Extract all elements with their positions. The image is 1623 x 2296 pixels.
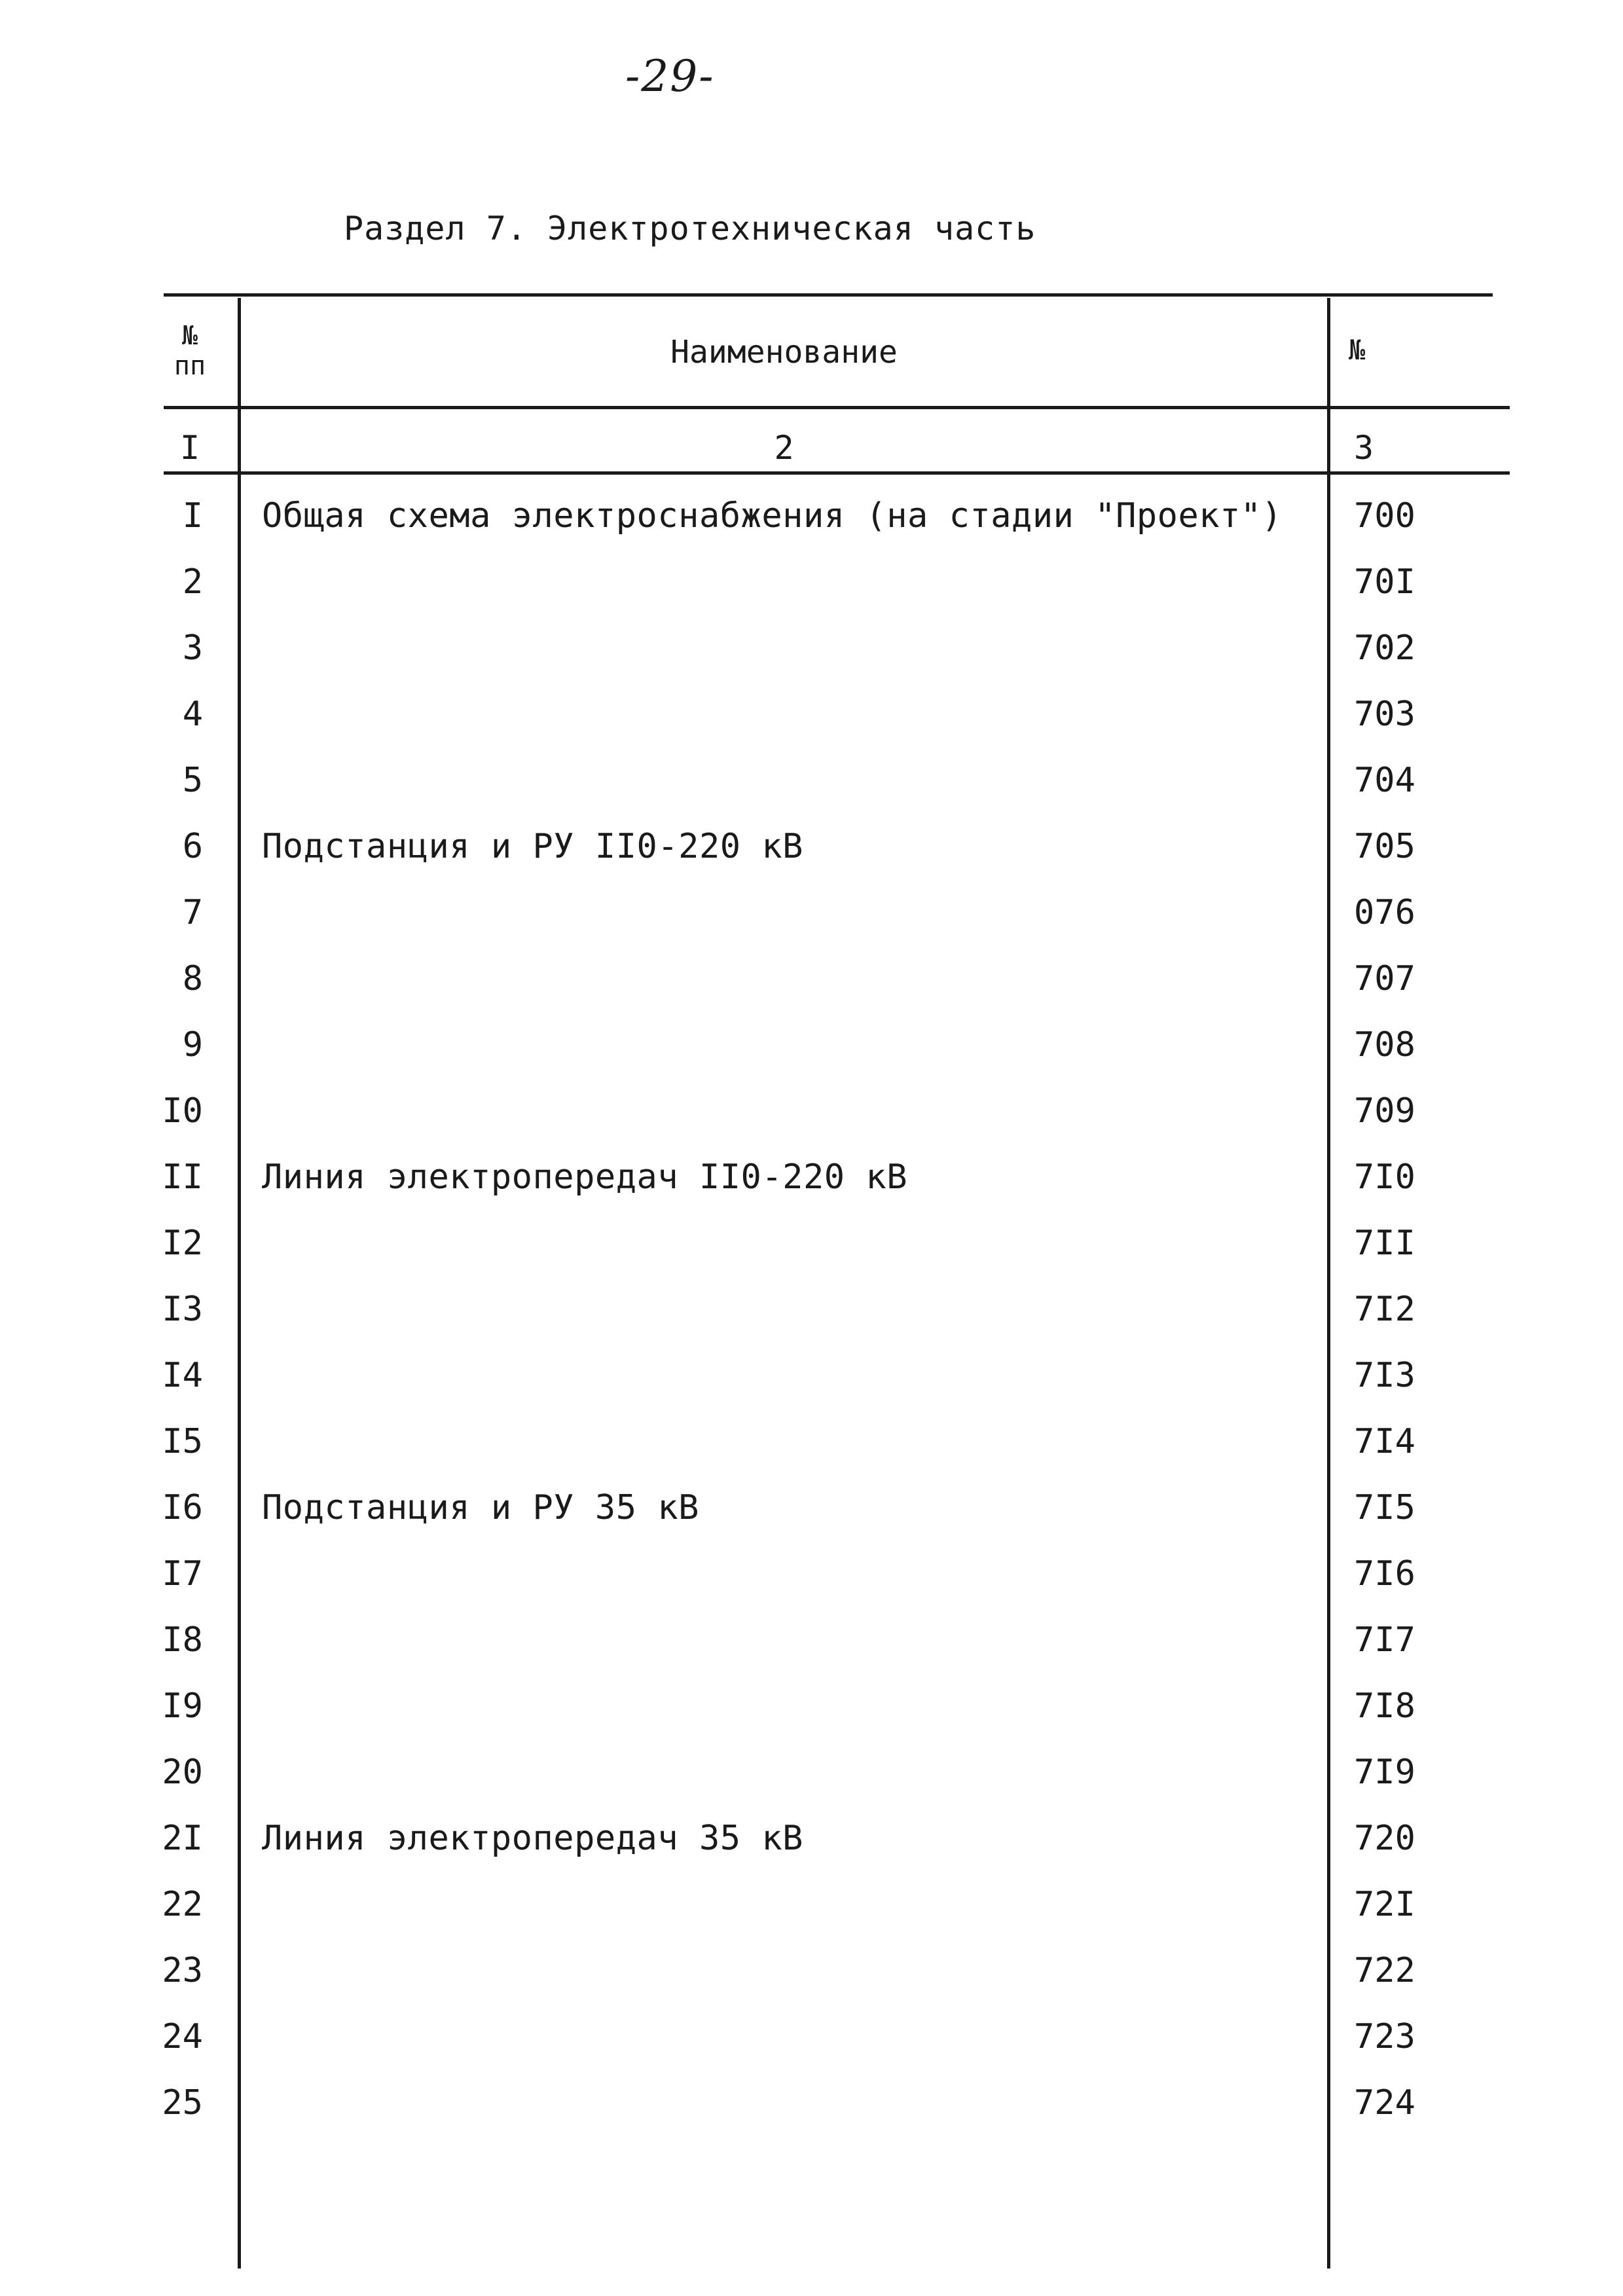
- row-code: 7I3: [1354, 1356, 1415, 1395]
- row-number: 5: [182, 761, 203, 800]
- table-row: [0, 1885, 1623, 1951]
- table-row: [0, 1224, 1623, 1290]
- table-row: [0, 893, 1623, 959]
- row-code: 7I6: [1354, 1554, 1415, 1594]
- row-code: 707: [1354, 959, 1415, 998]
- row-number: 7: [182, 893, 203, 932]
- table-row: [0, 1157, 1623, 1224]
- row-number: I6: [162, 1488, 203, 1527]
- header-name: Наименование: [670, 334, 898, 371]
- row-name: Подстанция и РУ II0-220 кВ: [262, 827, 803, 866]
- row-code: 70I: [1354, 562, 1415, 602]
- table-row: [0, 496, 1623, 562]
- table-row: [0, 1488, 1623, 1554]
- row-name: Общая схема электроснабжения (на стадии "Проект"): [262, 496, 1283, 536]
- row-code: 7I8: [1354, 1686, 1415, 1726]
- row-code: 7II: [1354, 1224, 1415, 1263]
- section-title: Раздел 7. Электротехническая часть: [344, 210, 1036, 247]
- table-row: [0, 1091, 1623, 1157]
- row-code: 7I2: [1354, 1290, 1415, 1329]
- row-number: 9: [182, 1025, 203, 1065]
- row-code: 7I9: [1354, 1753, 1415, 1792]
- row-code: 7I7: [1354, 1620, 1415, 1660]
- table-row: [0, 761, 1623, 827]
- column-number-1: I: [179, 429, 200, 467]
- row-name: Линия электропередач II0-220 кВ: [262, 1157, 908, 1197]
- row-number: 3: [182, 629, 203, 668]
- table-top-rule: [164, 293, 1493, 297]
- row-number: 22: [162, 1885, 203, 1924]
- row-code: 709: [1354, 1091, 1415, 1131]
- row-code: 724: [1354, 2083, 1415, 2123]
- row-code: 702: [1354, 629, 1415, 668]
- table-row: [0, 1620, 1623, 1686]
- row-code: 7I5: [1354, 1488, 1415, 1527]
- row-number: I2: [162, 1224, 203, 1263]
- row-code: 705: [1354, 827, 1415, 866]
- table-row: [0, 959, 1623, 1025]
- row-number: I8: [162, 1620, 203, 1660]
- table-row: [0, 1422, 1623, 1488]
- row-code: 7I0: [1354, 1157, 1415, 1197]
- row-code: 722: [1354, 1951, 1415, 1990]
- table-row: [0, 1686, 1623, 1753]
- table-column-number-rule: [164, 471, 1510, 475]
- row-number: I3: [162, 1290, 203, 1329]
- table-header-rule: [164, 406, 1510, 409]
- row-number: I9: [162, 1686, 203, 1726]
- row-number: 25: [162, 2083, 203, 2123]
- table-row: [0, 1554, 1623, 1620]
- table-row: [0, 1819, 1623, 1885]
- row-code: 076: [1354, 893, 1415, 932]
- row-code: 700: [1354, 496, 1415, 536]
- page-number: -29-: [625, 51, 715, 101]
- row-code: 7I4: [1354, 1422, 1415, 1461]
- row-code: 720: [1354, 1819, 1415, 1858]
- row-number: 23: [162, 1951, 203, 1990]
- row-number: I7: [162, 1554, 203, 1594]
- table-row: [0, 629, 1623, 695]
- row-code: 703: [1354, 695, 1415, 734]
- table-row: [0, 1290, 1623, 1356]
- table-row: [0, 1356, 1623, 1422]
- row-number: I: [182, 496, 203, 536]
- table-row: [0, 695, 1623, 761]
- row-name: Подстанция и РУ 35 кВ: [262, 1488, 699, 1527]
- row-name: Линия электропередач 35 кВ: [262, 1819, 803, 1858]
- row-code: 708: [1354, 1025, 1415, 1065]
- row-number: 2I: [162, 1819, 203, 1858]
- table-row: [0, 562, 1623, 629]
- row-code: 704: [1354, 761, 1415, 800]
- row-number: I0: [162, 1091, 203, 1131]
- row-number: 4: [182, 695, 203, 734]
- table-row: [0, 2017, 1623, 2083]
- row-number: 8: [182, 959, 203, 998]
- column-number-2: 2: [774, 429, 794, 467]
- row-number: 24: [162, 2017, 203, 2056]
- row-number: I5: [162, 1422, 203, 1461]
- table-row: [0, 1951, 1623, 2017]
- row-code: 72I: [1354, 1885, 1415, 1924]
- table-row: [0, 827, 1623, 893]
- row-code: 723: [1354, 2017, 1415, 2056]
- header-code: №: [1349, 334, 1366, 366]
- table-row: [0, 2083, 1623, 2149]
- table-row: [0, 1753, 1623, 1819]
- row-number: 20: [162, 1753, 203, 1792]
- row-number: I4: [162, 1356, 203, 1395]
- row-number: 6: [182, 827, 203, 866]
- row-number: 2: [182, 562, 203, 602]
- table-body: [0, 496, 1623, 2149]
- column-number-3: 3: [1354, 429, 1374, 467]
- row-number: II: [162, 1157, 203, 1197]
- table-row: [0, 1025, 1623, 1091]
- header-row-number: № пп: [173, 321, 206, 381]
